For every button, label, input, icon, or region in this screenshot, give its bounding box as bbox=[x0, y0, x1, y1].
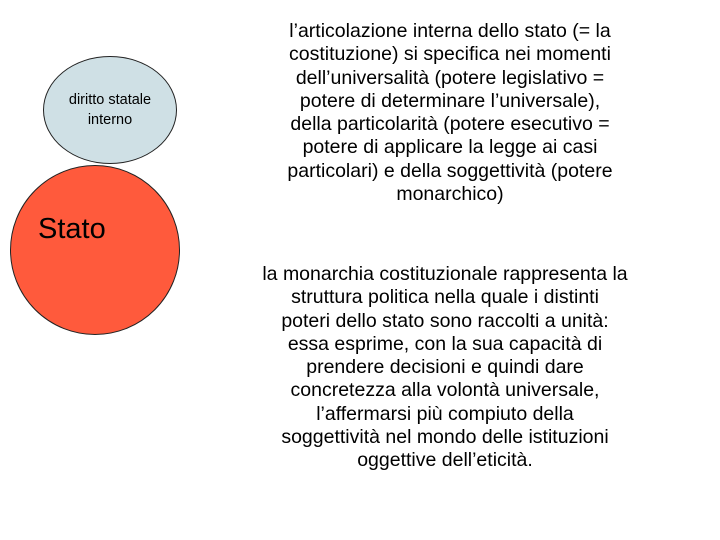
stato-circle bbox=[10, 165, 180, 335]
articolazione-line: potere di determinare l’universale), bbox=[299, 89, 601, 112]
articolazione-line: dell’universalità (potere legislativo = bbox=[295, 66, 605, 89]
diritto-statale-interno-circle bbox=[43, 56, 177, 164]
monarchia-line: essa esprime, con la sua capacità di bbox=[287, 332, 603, 355]
monarchia-line: la monarchia costituzionale rappresenta la bbox=[262, 263, 628, 285]
articolazione-line: della particolarità (potere esecutivo = bbox=[290, 113, 610, 136]
diritto-statale-interno-label: diritto statale interno bbox=[68, 92, 152, 128]
articolazione-line: l’articolazione interna dello stato (= la bbox=[289, 20, 611, 42]
monarchia-text bbox=[206, 263, 684, 473]
monarchia-line: l’affermarsi più compiuto della bbox=[316, 402, 574, 425]
monarchia-line: prendere decisioni e quindi dare bbox=[306, 356, 584, 379]
monarchia-line: soggettività nel mondo delle istituzioni bbox=[281, 426, 609, 449]
articolazione-line: monarchico) bbox=[396, 183, 504, 206]
articolazione-line: potere di applicare la legge ai casi bbox=[302, 136, 598, 159]
monarchia-line: concretezza alla volontà universale, bbox=[290, 379, 600, 402]
monarchia-line: struttura politica nella quale i distinti bbox=[291, 286, 599, 309]
articolazione-text bbox=[228, 20, 672, 206]
monarchia-line: poteri dello stato sono raccolti a unità: bbox=[281, 309, 609, 332]
articolazione-line: particolari) e della soggettività (potere bbox=[287, 159, 613, 182]
stato-label: Stato bbox=[38, 213, 106, 245]
monarchia-line: oggettive dell’eticità. bbox=[357, 449, 533, 472]
articolazione-line: costituzione) si specifica nei momenti bbox=[289, 43, 611, 66]
